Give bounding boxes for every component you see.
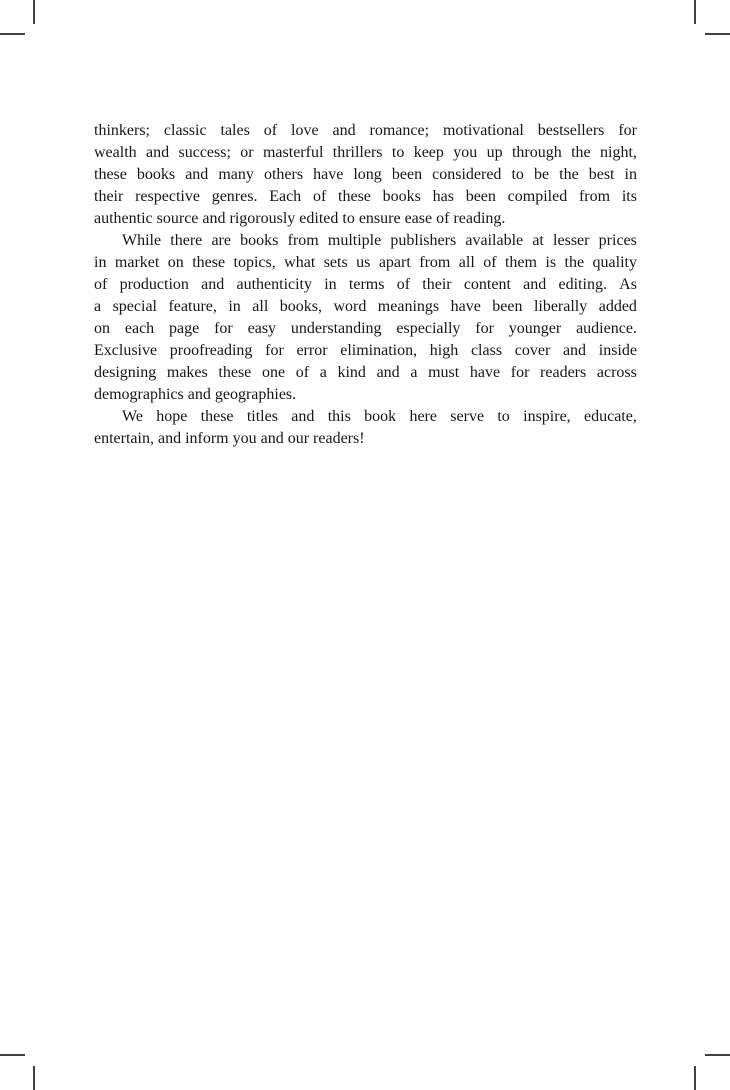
crop-mark-bottom-right-vertical [694,1066,696,1090]
crop-mark-bottom-right-horizontal [705,1054,730,1056]
text-line: these books and many others have long been considered to be the best in [94,166,637,183]
crop-mark-top-right-vertical [694,0,696,24]
paragraph-3 [94,406,637,450]
crop-mark-bottom-left-vertical [33,1066,35,1090]
text-line: wealth and success; or masterful thrillers to keep you up through the night, [94,144,637,161]
crop-mark-bottom-left-horizontal [0,1054,25,1056]
text-line: Exclusive proofreading for error elimination, high class cover and inside [94,342,637,359]
crop-mark-top-left-horizontal [0,33,25,35]
text-line: authentic source and rigorously edited to ensure ease of reading. [94,210,506,227]
text-line: While there are books from multiple publishers available at lesser prices [122,232,637,249]
text-line: demographics and geographies. [94,386,297,403]
paragraph-2 [94,230,637,406]
paragraph-1 [94,120,637,230]
body-text [94,120,637,450]
text-line: designing makes these one of a kind and a must have for readers across [94,364,637,381]
text-line: We hope these titles and this book here serve to inspire, educate, [122,408,637,425]
text-line: thinkers; classic tales of love and romance; motivational bestsellers for [94,122,637,139]
text-line: of production and authenticity in terms of their content and editing. As [94,276,637,293]
text-line: entertain, and inform you and our readers! [94,430,365,447]
text-line: a special feature, in all books, word meanings have been liberally added [94,298,637,315]
crop-mark-top-left-vertical [33,0,35,24]
crop-mark-top-right-horizontal [705,33,730,35]
text-line: in market on these topics, what sets us apart from all of them is the quality [94,254,637,271]
text-line: on each page for easy understanding especially for younger audience. [94,320,637,337]
text-line: their respective genres. Each of these books has been compiled from its [94,188,637,205]
